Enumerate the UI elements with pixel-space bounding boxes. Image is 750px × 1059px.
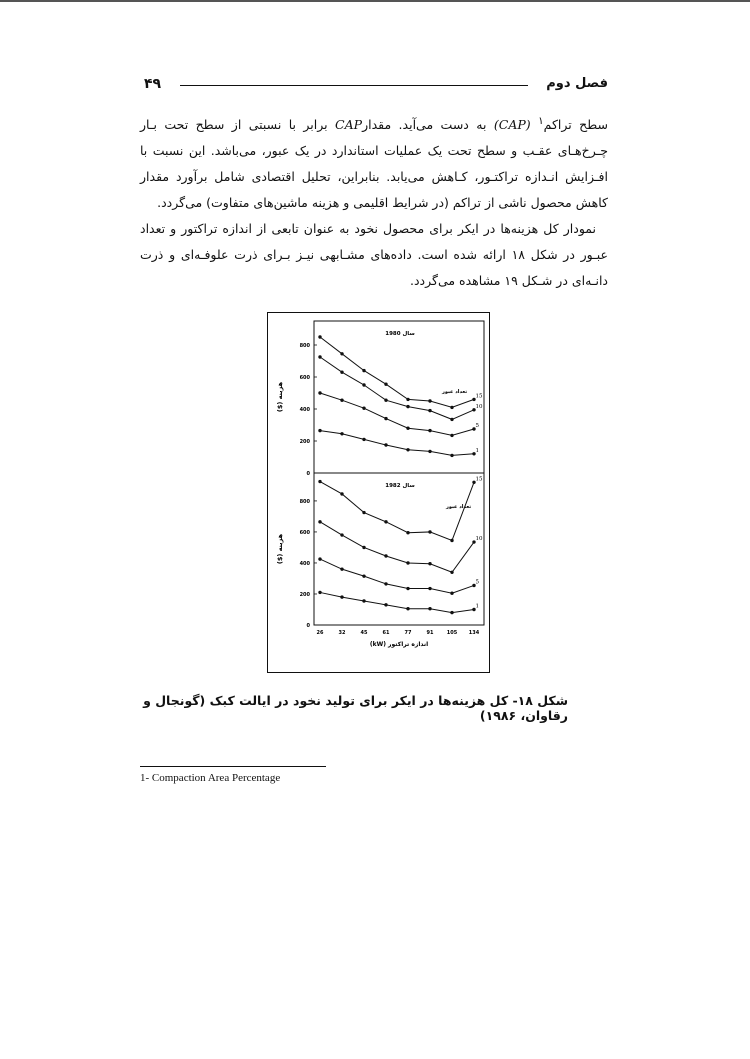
data-point-top-15 bbox=[428, 399, 431, 402]
data-point-top-15 bbox=[362, 369, 365, 372]
data-point-top-5 bbox=[318, 391, 321, 394]
y-tick-label: 0 bbox=[306, 623, 310, 629]
data-point-top-5 bbox=[340, 399, 343, 402]
data-point-bottom-15 bbox=[450, 539, 453, 542]
series-label-top: 15 bbox=[475, 393, 483, 400]
y-tick-label: 600 bbox=[299, 375, 310, 381]
data-point-bottom-1 bbox=[406, 607, 409, 610]
footnote: 1- Compaction Area Percentage bbox=[140, 772, 281, 784]
data-point-bottom-5 bbox=[406, 587, 409, 590]
y-axis-label: هزینه ($) bbox=[276, 381, 284, 413]
data-point-top-5 bbox=[406, 427, 409, 430]
panel-bottom-annotation: تعداد عبور bbox=[446, 504, 472, 510]
panel-bottom-frame bbox=[314, 473, 484, 625]
data-point-bottom-15 bbox=[384, 520, 387, 523]
series-label-bottom: 10 bbox=[475, 536, 483, 543]
y-tick-label: 0 bbox=[306, 471, 310, 477]
data-point-bottom-10 bbox=[384, 554, 387, 557]
series-label-bottom: 5 bbox=[475, 579, 479, 586]
series-line-bottom-10 bbox=[320, 522, 474, 572]
data-point-bottom-5 bbox=[362, 574, 365, 577]
y-axis-label: هزینه ($) bbox=[276, 533, 284, 565]
series-label-bottom: 15 bbox=[475, 476, 483, 483]
data-point-top-1 bbox=[406, 448, 409, 451]
data-point-bottom-10 bbox=[450, 571, 453, 574]
y-tick-label: 200 bbox=[299, 439, 310, 445]
y-tick-label: 200 bbox=[299, 591, 310, 598]
x-tick-label: 105 bbox=[446, 630, 458, 636]
cap-abbrev: (CAP) bbox=[493, 117, 531, 133]
data-point-top-15 bbox=[406, 398, 409, 401]
data-point-bottom-1 bbox=[450, 611, 453, 614]
data-point-bottom-15 bbox=[362, 511, 365, 514]
footnote-rule bbox=[140, 766, 326, 767]
data-point-bottom-10 bbox=[428, 562, 431, 565]
data-point-top-15 bbox=[384, 383, 387, 386]
x-tick-label: 26 bbox=[316, 630, 324, 636]
x-tick-label: 61 bbox=[382, 630, 390, 636]
x-axis-label: اندازه تراکتور (kW) bbox=[369, 641, 429, 648]
data-point-bottom-5 bbox=[428, 587, 431, 590]
y-tick-label: 400 bbox=[299, 560, 310, 567]
data-point-bottom-1 bbox=[384, 603, 387, 606]
x-tick-label: 32 bbox=[338, 630, 346, 636]
data-point-top-10 bbox=[340, 371, 343, 374]
figure-18 bbox=[267, 312, 490, 673]
data-point-bottom-5 bbox=[450, 592, 453, 595]
series-label-top: 10 bbox=[475, 403, 483, 410]
data-point-bottom-1 bbox=[318, 591, 321, 594]
chapter-title: فصل دوم bbox=[546, 76, 608, 91]
x-tick-label: 91 bbox=[426, 630, 434, 636]
panel-top-title: سال 1980 bbox=[385, 331, 415, 337]
series-label-top: 1 bbox=[475, 447, 479, 454]
cap-abbrev-2: CAP bbox=[335, 117, 363, 133]
x-tick-label: 77 bbox=[404, 630, 412, 636]
top-border bbox=[0, 0, 750, 2]
data-point-top-15 bbox=[318, 335, 321, 338]
page-number: ۴۹ bbox=[144, 76, 162, 92]
data-point-bottom-5 bbox=[318, 557, 321, 560]
data-point-top-1 bbox=[450, 454, 453, 457]
series-line-bottom-5 bbox=[320, 559, 474, 593]
data-point-bottom-10 bbox=[362, 546, 365, 549]
x-tick-label: 134 bbox=[468, 630, 480, 636]
data-point-bottom-15 bbox=[318, 480, 321, 483]
data-point-bottom-10 bbox=[340, 533, 343, 536]
data-point-top-1 bbox=[318, 429, 321, 432]
data-point-bottom-15 bbox=[406, 531, 409, 534]
series-line-bottom-15 bbox=[320, 482, 474, 541]
data-point-top-10 bbox=[384, 399, 387, 402]
x-tick-label: 45 bbox=[360, 630, 368, 636]
paragraph-2: نمودار کل هزینه‌ها در ایکر برای محصول نخود به عنوان تابعی از اندازه تراکتور و تعداد عبـور در شکل ۱۸ ارائه شده است. داده‌های مشـابهی نیـز بـرای ذرت علوفـه‌ای و ذرت دانـه‌ای در شـکل ۱۹ مشاهده می‌گردد. bbox=[140, 221, 608, 289]
figure-caption: شکل ۱۸- کل هزینه‌ها در ایکر برای تولید نخود در ایالت کبک (گونجال و رقاوان، ۱۹۸۶) bbox=[143, 693, 568, 723]
data-point-top-1 bbox=[340, 432, 343, 435]
y-tick-label: 800 bbox=[299, 498, 310, 505]
data-point-top-10 bbox=[428, 409, 431, 412]
data-point-bottom-1 bbox=[428, 607, 431, 610]
data-point-bottom-5 bbox=[384, 582, 387, 585]
data-point-top-5 bbox=[428, 429, 431, 432]
header-rule bbox=[180, 85, 528, 86]
data-point-top-5 bbox=[450, 434, 453, 437]
figure-18-chart bbox=[268, 313, 489, 672]
data-point-bottom-1 bbox=[362, 599, 365, 602]
data-point-top-10 bbox=[406, 405, 409, 408]
data-point-top-15 bbox=[450, 406, 453, 409]
data-point-bottom-15 bbox=[428, 530, 431, 533]
data-point-top-1 bbox=[428, 450, 431, 453]
page-header bbox=[140, 74, 608, 98]
data-point-bottom-5 bbox=[340, 567, 343, 570]
data-point-bottom-10 bbox=[406, 561, 409, 564]
data-point-bottom-15 bbox=[340, 492, 343, 495]
data-point-top-1 bbox=[384, 443, 387, 446]
data-point-bottom-1 bbox=[340, 595, 343, 598]
y-tick-label: 400 bbox=[299, 407, 310, 413]
panel-top-frame bbox=[314, 321, 484, 473]
series-line-bottom-1 bbox=[320, 592, 474, 612]
data-point-top-10 bbox=[362, 383, 365, 386]
y-tick-label: 600 bbox=[299, 529, 310, 536]
data-point-top-5 bbox=[384, 417, 387, 420]
series-label-top: 5 bbox=[475, 423, 479, 429]
panel-bottom-title: سال 1982 bbox=[385, 483, 415, 489]
series-label-bottom: 1 bbox=[475, 603, 479, 610]
data-point-top-15 bbox=[340, 352, 343, 355]
data-point-bottom-10 bbox=[318, 520, 321, 523]
data-point-top-1 bbox=[362, 438, 365, 441]
body-text bbox=[140, 108, 608, 294]
data-point-top-5 bbox=[362, 407, 365, 410]
data-point-top-10 bbox=[450, 418, 453, 421]
panel-top-annotation: تعداد عبور bbox=[442, 389, 468, 395]
paragraph-1: سطح تراکم$^۱$ (CAP) به دست می‌آید. مقدارCAP برابر با نسبتی از سطح تحت بـار چـرخ‌هـای عقـب و سطح تحت یک عملیات استاندارد در یک عبور، می‌باشد. این نسبت با افـزایش انـدازه تراکتـور، کـاهش می‌یابد. بنابراین، تحلیل اقتصادی شامل برآورد مقدار کاهش محصول ناشی از تراکم (در شرایط اقلیمی و هزینه ماشین‌های متفاوت) می‌گردد. bbox=[140, 115, 608, 211]
y-tick-label: 800 bbox=[299, 343, 310, 349]
data-point-top-10 bbox=[318, 355, 321, 358]
footnote-ref: ۱ bbox=[538, 115, 544, 127]
